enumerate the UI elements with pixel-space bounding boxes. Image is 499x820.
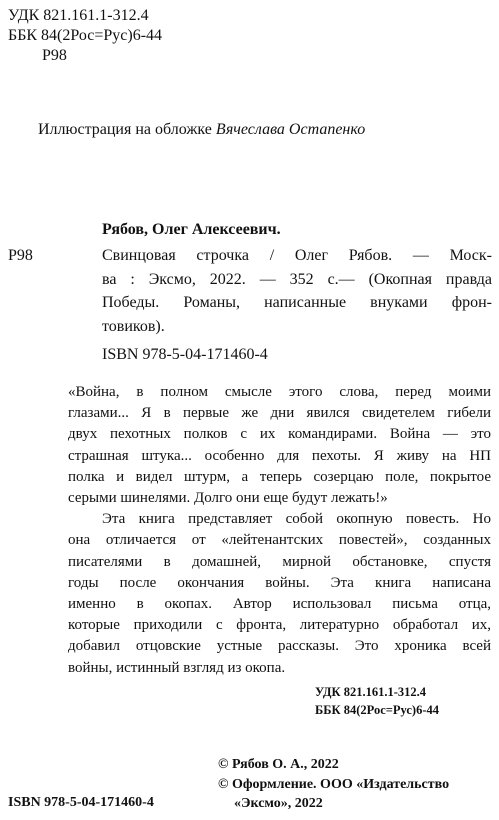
copyright-publisher: «Эксмо», 2022 (234, 796, 323, 811)
footer-classification-codes (315, 683, 439, 719)
isbn-footer: ISBN 978-5-04-171460-4 (8, 795, 154, 810)
biblio-line: товиков). (102, 317, 165, 335)
bbk-code: ББК 84(2Рос=Рус)6-44 (8, 27, 163, 44)
author-mark: Р98 (42, 47, 67, 64)
annotation-line: глазами... Я в первые же дни явился свидетелем гибели (68, 405, 491, 422)
illustration-artist: Вячеслава Остапенко (215, 121, 366, 138)
illustration-credit (38, 121, 365, 139)
header-classification-codes (8, 6, 162, 66)
udk-code: УДК 821.161.1-312.4 (8, 7, 149, 24)
annotation-line: Эта книга представляет собой окопную повесть. Но (102, 511, 491, 528)
bibliographic-description (102, 244, 492, 338)
annotation-line: годы после окончания войны. Эта книга написана (68, 574, 491, 591)
annotation-line: именно в окопах. Автор использовал письма отца, (68, 596, 491, 613)
footer-bbk-code: ББК 84(2Рос=Рус)6-44 (315, 703, 439, 717)
annotation-line: добавил отцовские устные рассказы. Это хроника всей (68, 638, 491, 655)
copyright-design: © Оформление. ООО «Издательство (218, 776, 450, 792)
biblio-line: Свинцовая строчка / Олег Рябов. — Моск- (102, 247, 492, 264)
annotation-line: двух пехотных полков с их командирами. Война — это (68, 426, 491, 443)
annotation-line: «Война, в полном смысле этого слова, перед моими (68, 384, 491, 400)
copyright-author: © Рябов О. А., 2022 (218, 757, 339, 772)
annotation-line: она отличается от «лейтенантских повестей», созданных (68, 532, 491, 549)
biblio-line: Победы. Романы, написанные внуками фрон- (102, 294, 492, 312)
copyright-block (218, 755, 449, 814)
annotation-line: серыми шинелями. Долго они еще будут лежать!» (68, 490, 388, 507)
isbn-main: ISBN 978-5-04-171460-4 (102, 346, 268, 363)
annotation (68, 382, 491, 679)
cutter-mark: Р98 (8, 247, 33, 264)
biblio-line: ва : Эксмо, 2022. — 352 с.— (Окопная правда (102, 270, 492, 288)
annotation-line: страшная штука... особенно для пехоты. Я живу на НП (68, 447, 491, 464)
annotation-line: которые приходили с фронта, литературно обработал их, (68, 617, 491, 634)
author-heading: Рябов, Олег Алексеевич. (102, 221, 281, 238)
annotation-line: войны, истинный взгляд из окопа. (68, 659, 286, 676)
annotation-line: писателями в домашней, мирной обстановке, спустя (68, 553, 491, 570)
footer-udk-code: УДК 821.161.1-312.4 (315, 685, 426, 699)
illustration-prefix: Иллюстрация на обложке (38, 121, 216, 138)
annotation-line: полка и видел штурм, а теперь созерцаю поле, покрытое (68, 468, 491, 485)
